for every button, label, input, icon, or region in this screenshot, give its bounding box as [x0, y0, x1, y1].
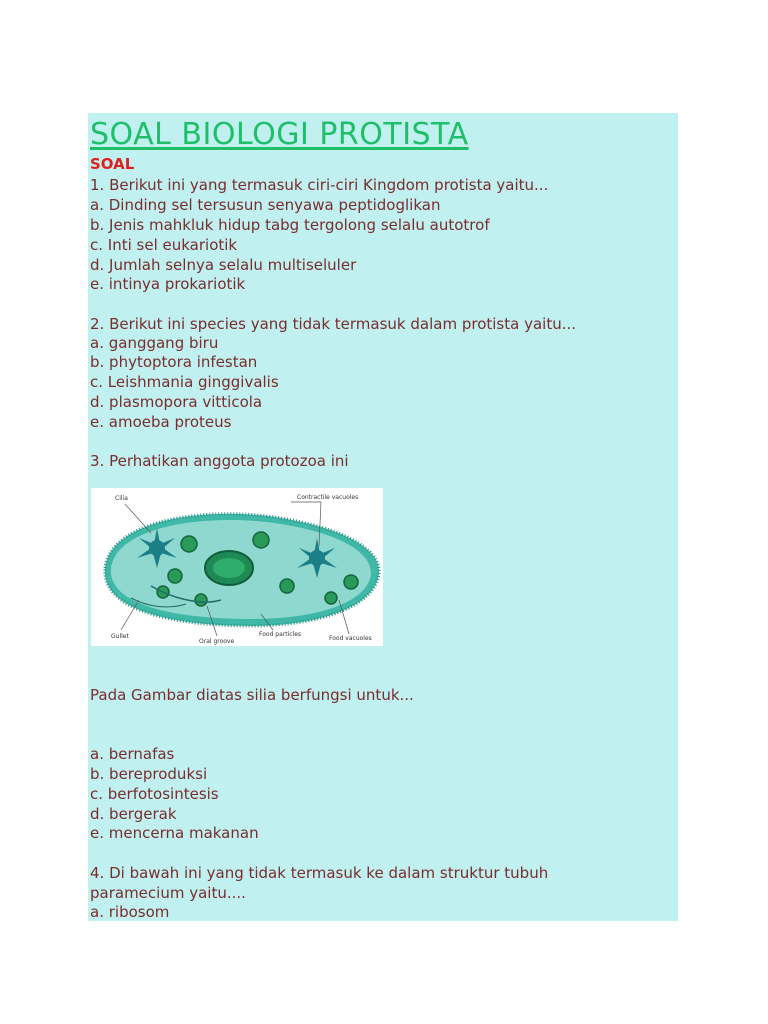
question-3-option-a: a. bernafas	[90, 745, 175, 763]
question-1-option-d: d. Jumlah selnya selalu multiseluler	[90, 256, 357, 274]
question-1-option-c: c. Inti sel eukariotik	[90, 236, 238, 254]
document-page	[88, 113, 678, 921]
page-title: SOAL BIOLOGI PROTISTA	[90, 117, 469, 152]
question-3-option-b: b. bereproduksi	[90, 765, 208, 783]
question-1-option-e: e. intinya prokariotik	[90, 275, 246, 293]
question-3-text: 3. Perhatikan anggota protozoa ini	[90, 452, 349, 470]
question-2-option-c: c. Leishmania ginggivalis	[90, 373, 279, 391]
question-1-option-b: b. Jenis mahkluk hidup tabg tergolong selalu autotrof	[90, 216, 490, 234]
label-oral-groove: Oral groove	[199, 638, 235, 645]
question-2-option-d: d. plasmopora vitticola	[90, 393, 263, 411]
label-food-particles: Food particles	[259, 631, 302, 638]
macronucleus-inner	[213, 558, 245, 578]
label-gullet: Gullet	[111, 633, 129, 640]
paramecium-diagram	[91, 488, 383, 646]
question-3-prompt: Pada Gambar diatas silia berfungsi untuk...	[90, 686, 414, 704]
question-4-text-line2: paramecium yaitu....	[90, 884, 246, 902]
question-3-option-c: c. berfotosintesis	[90, 785, 219, 803]
question-1-text: 1. Berikut ini yang termasuk ciri-ciri Kingdom protista yaitu...	[90, 176, 549, 194]
question-2-option-b: b. phytoptora infestan	[90, 353, 258, 371]
question-3-option-e: e. mencerna makanan	[90, 824, 259, 842]
question-4-option-a: a. ribosom	[90, 903, 170, 921]
question-2-text: 2. Berikut ini species yang tidak termasuk dalam protista yaitu...	[90, 315, 577, 333]
question-3-option-d: d. bergerak	[90, 805, 177, 823]
question-4-text-line1: 4. Di bawah ini yang tidak termasuk ke dalam struktur tubuh	[90, 864, 549, 882]
section-label: SOAL	[90, 155, 135, 173]
label-cilia: Cilia	[115, 495, 128, 502]
question-2-option-e: e. amoeba proteus	[90, 413, 232, 431]
question-2-option-a: a. ganggang biru	[90, 334, 219, 352]
question-1-option-a: a. Dinding sel tersusun senyawa peptidoglikan	[90, 196, 441, 214]
label-food-vacuoles: Food vacuoles	[329, 635, 372, 642]
label-contractile-vacuoles: Contractile vacuoles	[297, 494, 359, 501]
